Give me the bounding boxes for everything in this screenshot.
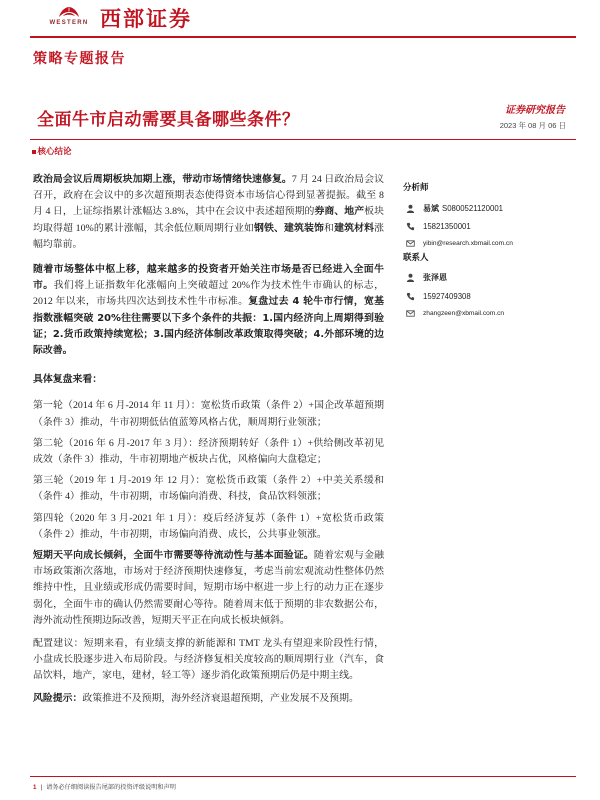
- person-icon: [406, 273, 415, 282]
- analysts-heading: 分析师: [403, 183, 429, 193]
- summary-heading: [32, 146, 72, 158]
- contact-phone: 15927409308: [423, 292, 471, 301]
- body-text: 涨幅均靠前。: [33, 222, 384, 250]
- report-label: 证券研究报告: [505, 105, 565, 116]
- body-text: 政策推进不及预期，海外经济衰退超预期，产业发展不及预期。: [82, 692, 359, 704]
- analyst-license: S0800521120001: [442, 204, 503, 213]
- square-bullet-icon: [32, 150, 36, 154]
- logo-wordmark: WESTERN: [49, 20, 89, 26]
- paragraph-round-2: [33, 436, 384, 468]
- paragraph-review-intro: [33, 372, 384, 388]
- body-text: 随着宏观与金融市场政策渐次落地，市场对于经济预期快速修复，考虑当前宏观流动性整体仍然维持中性，且业绩或形成仍需要时间，短期市场中枢进一步上行的动力正在逐步弱化，全面牛市的确认仍然需要耐心等待。随着周末低于预期的非农数据公布，海外流动性预期边际改善，短期天平正在向成长板块倾斜。: [33, 550, 384, 626]
- body-text: 第一轮（2014 年 6 月-2014 年 11 月）：宽松货币政策（条件 2）+国企改革超预期（条件 3）推动，牛市初期低估值蓝筹风格占优，顺周期行业领涨；: [33, 400, 384, 428]
- paragraph-allocation-advice: [33, 636, 384, 685]
- footer-divider: [30, 776, 576, 777]
- report-type: 策略专题报告: [33, 51, 126, 67]
- emphasis-text: 钢铁、建筑装饰: [253, 222, 325, 234]
- emphasis-text: 短期天平向成长倾斜，全面牛市需要等待流动性与基本面验证。: [33, 550, 314, 562]
- paragraph-bull-market-conditions: [33, 262, 384, 359]
- contact-email: zhangzeen@xbmail.com.cn: [423, 310, 505, 317]
- emphasis-text: 建筑材料: [334, 222, 375, 234]
- body-text: 和: [324, 222, 335, 234]
- email-icon: [406, 309, 415, 318]
- summary-heading-text: 核心结论: [37, 147, 72, 157]
- page-number: 1: [33, 784, 37, 791]
- emphasis-text: 复盘过去 4 轮牛市行情，宽基指数涨幅突破 20%往往需要以下多个条件的共振：1.国内经济向上周期得到验证；2.货币政策持续宽松；3.国内经济体制改革政策取得突破；4.外部环境的边际改善。: [33, 296, 384, 357]
- person-icon: [406, 204, 415, 213]
- paragraph-politburo-rally: [33, 172, 384, 253]
- body-text: 配置建议：短期来看，有业绩支撑的新能源和 TMT 龙头有望迎来阶段性行情，小盘成长股逐步进入布局阶段。与经济修复相关度较高的顺周期行业（汽车，食品饮料，地产，家电，建材，轻工等）逐步消化政策预期后仍是中期主线。: [33, 638, 384, 682]
- contact-name-row: [406, 272, 450, 283]
- analyst-name: 易斌: [423, 204, 439, 213]
- body-text: 第三轮（2019 年 1 月-2019 年 12 月）：宽松货币政策（条件 2）+中美关系缓和（条件 4）推动，牛市初期，市场偏向消费、科技，食品饮料领涨；: [33, 475, 384, 503]
- body-text: 第四轮（2020 年 3 月-2021 年 1 月）：疫后经济复苏（条件 1）+宽松货币政策（条件 2）推动，牛市初期，市场偏向消费、成长，公共事业领涨。: [33, 512, 384, 540]
- brand-name: 西部证券: [100, 7, 192, 31]
- body-text: 板块均取得超 10%的累计涨幅，其余低位顺周期行业如: [33, 206, 384, 234]
- phone-icon: [406, 292, 415, 301]
- emphasis-text: 券商、地产: [314, 206, 365, 218]
- summary-body: [33, 172, 384, 707]
- footer-separator: |: [40, 784, 43, 791]
- contact-email-row: [406, 308, 504, 319]
- paragraph-short-term-outlook: [33, 548, 384, 629]
- paragraph-round-3: [33, 473, 384, 505]
- paragraph-round-1: [33, 398, 384, 430]
- analyst-name-row: [406, 203, 503, 214]
- paragraph-risk-warning: [33, 691, 384, 707]
- paragraph-round-4: [33, 511, 384, 543]
- report-title: 全面牛市启动需要具备哪些条件？: [37, 110, 300, 130]
- title-divider: [30, 139, 576, 140]
- western-securities-logo-icon: [57, 6, 81, 19]
- email-icon: [406, 239, 415, 248]
- emphasis-text: 风险提示：: [33, 692, 83, 704]
- header-divider: [30, 36, 576, 38]
- emphasis-text: 具体复盘来看：: [33, 374, 103, 386]
- emphasis-text: 政治局会议后周期板块加期上涨，带动市场情绪快速修复。: [33, 174, 292, 185]
- analyst-phone-row: [406, 221, 471, 232]
- body-text: 第二轮（2016 年 6 月-2017 年 3 月）：经济预期转好（条件 1）+供给侧改革初见成效（条件 3）推动，牛市初期地产板块占优，风格偏向大盘稳定；: [33, 437, 384, 466]
- phone-icon: [406, 222, 415, 231]
- body-text: 7 月 24 日政治局会议召开，政府在会议中的多次超预期表态使得资本市场信心得到显著提振。截至 8 月 4 日，上证综指累计涨幅达 3.8%，其中在会议中表述超预期的: [33, 174, 384, 218]
- analyst-email-row: [406, 238, 513, 249]
- report-date: 2023 年 08 月 06 日: [499, 121, 566, 130]
- emphasis-text: 随着市场整体中枢上移，越来越多的投资者开始关注市场是否已经进入全面牛市。: [33, 264, 384, 292]
- analyst-email: yibin@research.xbmail.com.cn: [423, 240, 513, 247]
- contacts-heading: 联系人: [403, 253, 429, 263]
- body-text: 我们将上证指数年化涨幅向上突破超过 20%作为技术性牛市确认的标志，2012 年以来，市场共四次达到技术性牛市标准。: [33, 280, 384, 308]
- analyst-phone: 15821350001: [423, 222, 471, 231]
- footer-disclaimer: 请务必仔细阅读报告尾部的投资评级说明和声明: [46, 784, 176, 791]
- page-footer: [33, 783, 176, 792]
- contact-phone-row: [406, 291, 471, 302]
- contact-name: 张泽恩: [423, 273, 447, 282]
